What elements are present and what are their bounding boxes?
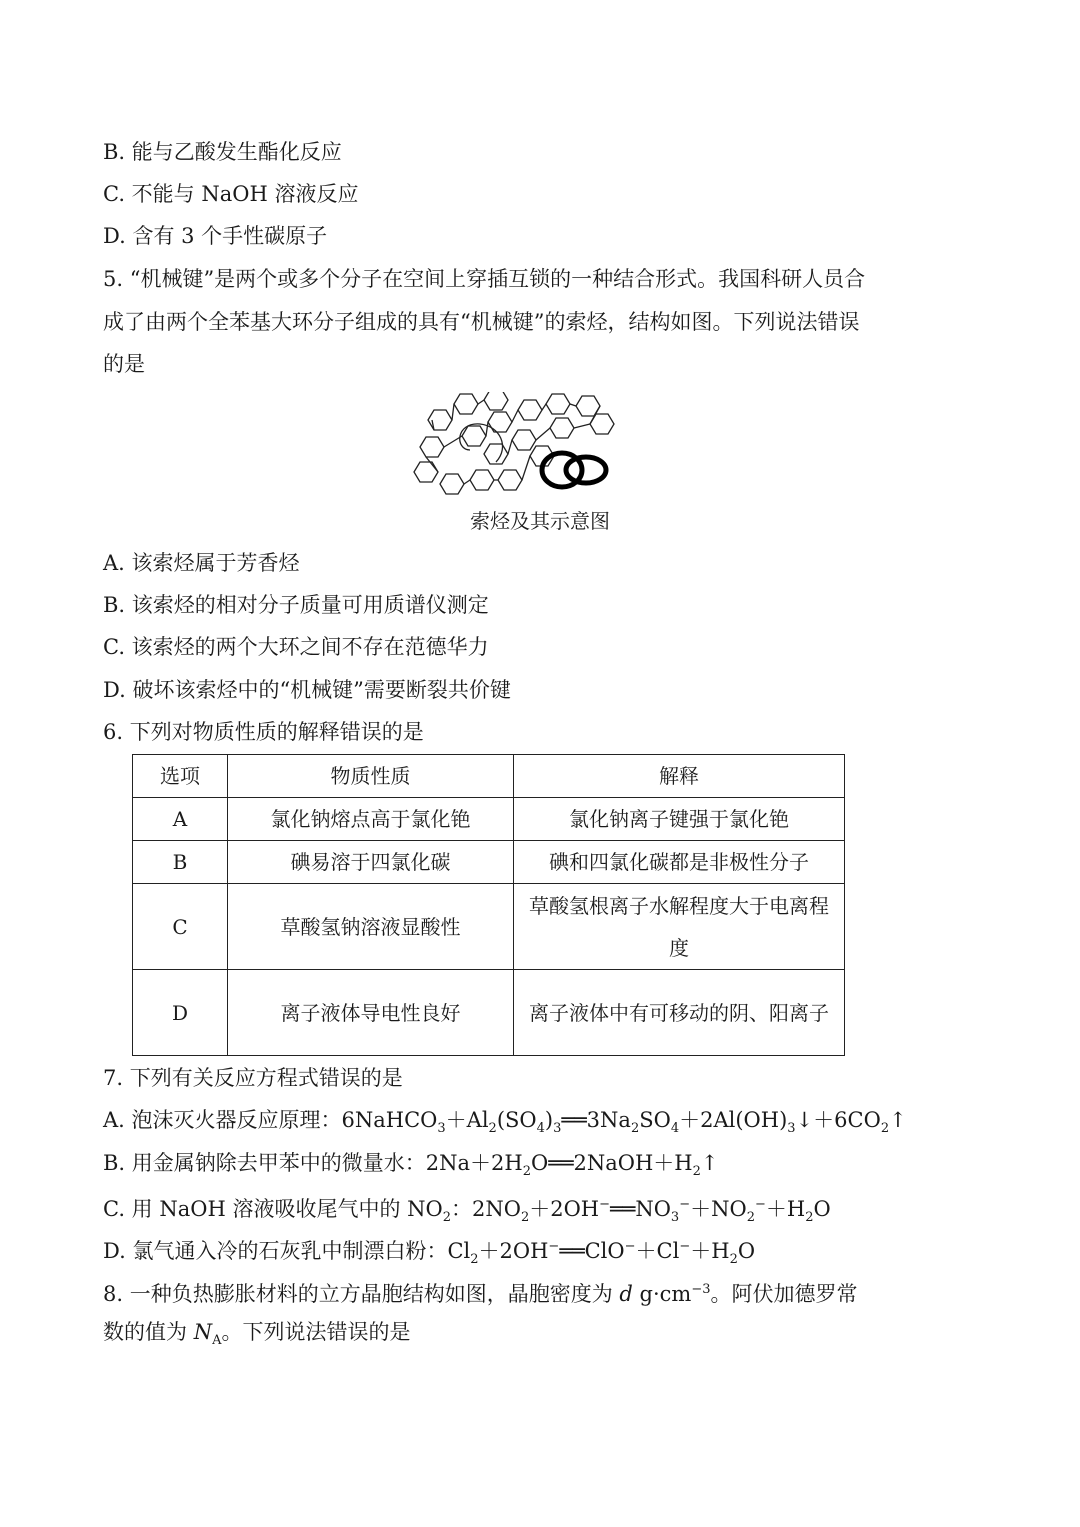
table-row [133,841,845,884]
q5-stem-line1: 5. “机械键”是两个或多个分子在空间上穿插互锁的一种结合形式。我国科研人员合 [103,267,866,291]
q8-stem-text: 8. 一种负热膨胀材料的立方晶胞结构如图，晶胞密度为 [103,1282,620,1306]
avogadro-symbol: N [193,1320,213,1344]
table-cell-property: 离子液体导电性良好 [228,970,514,1056]
q8-stem-line2 [103,1318,410,1355]
table-header-cell: 解释 [514,755,845,798]
q5-option-d: D. 破坏该索烃中的“机械键”需要断裂共价键 [103,678,511,702]
q6-table [132,754,845,1056]
table-cell-option: B [133,841,228,884]
table-cell-property: 氯化钠熔点高于氯化铯 [228,798,514,841]
table-row [133,798,845,841]
table-cell-option: C [133,884,228,970]
q7-equation-b: $2Na+2H_2O══2NaOH+H_2↑$ [425,1151,719,1180]
q7-equation-c: $2NO_2+2OH^-══NO_3^-+NO_2^-+H_2O$ [472,1197,831,1226]
table-header-row [133,755,845,798]
q8-stem-line2-post: 。下列说法错误的是 [221,1320,411,1344]
q7-option-a [103,1106,907,1143]
table-cell-explanation: 氯化钠离子键强于氯化铯 [514,798,845,841]
table-cell-explanation: 碘和四氯化碳都是非极性分子 [514,841,845,884]
q7-option-c-label: C. 用 NaOH 溶液吸收尾气中的 NO [103,1197,443,1221]
q7-option-b-label: B. 用金属钠除去甲苯中的微量水： [103,1151,426,1175]
table-header-cell: 物质性质 [228,755,514,798]
q7-stem: 7. 下列有关反应方程式错误的是 [103,1066,403,1090]
figure-caption: 索烃及其示意图 [470,509,610,533]
q5-option-b: B. 该索烃的相对分子质量可用质谱仪测定 [103,593,489,617]
q7-option-a-label: A. 泡沫灭火器反应原理： [103,1108,342,1132]
density-variable: d [619,1282,633,1306]
q7-equation-d: $Cl_2+2OH^-══ClO^-+Cl^-+H_2O$ [447,1239,756,1268]
q8-stem-line1 [103,1276,857,1308]
q7-option-d [103,1233,755,1274]
q7-option-b [103,1149,719,1186]
q8-stem-tail: 。阿伏加德罗常 [710,1282,858,1306]
table-cell-option: D [133,970,228,1056]
table-header-cell: 选项 [133,755,228,798]
table-row [133,884,845,970]
q4-option-d: D. 含有 3 个手性碳原子 [103,224,328,248]
catenane-structure-image [400,392,620,502]
table-cell-explanation: 离子液体中有可移动的阴、阳离子 [514,970,845,1056]
q4-option-c: C. 不能与 NaOH 溶液反应 [103,182,359,206]
q7-equation-a: $6NaHCO_3+Al_2(SO_4)_3══3Na_2SO_4+2Al(OH)_3↓+6CO_2↑$ [341,1108,907,1137]
table-row [133,970,845,1056]
q7-option-c-colon: ： [451,1197,472,1221]
catenane-figure [400,392,620,502]
table-cell-property: 草酸氢钠溶液显酸性 [228,884,514,970]
density-unit: g·cm [632,1282,692,1306]
q7-option-d-label: D. 氯气通入冷的石灰乳中制漂白粉： [103,1239,448,1263]
q5-stem-line3: 的是 [103,352,145,376]
q5-option-a: A. 该索烃属于芳香烃 [103,551,300,575]
table-cell-property: 碘易溶于四氯化碳 [228,841,514,884]
q8-stem-line2-pre: 数的值为 [103,1320,194,1344]
table-cell-explanation: 草酸氢根离子水解程度大于电离程度 [514,884,845,970]
density-exponent: −3 [691,1282,711,1297]
q7-option-c: C. 用 NaOH 溶液吸收尾气中的 $NO_2$：$2NO_2+2OH^-══NO_3^-+NO_2^-+H_2O$ [103,1197,831,1226]
q5-option-c: C. 该索烃的两个大环之间不存在范德华力 [103,635,489,659]
q4-option-b: B. 能与乙酸发生酯化反应 [103,140,342,164]
q5-stem-line2: 成了由两个全苯基大环分子组成的具有“机械键”的索烃，结构如图。下列说法错误 [103,310,860,334]
table-cell-option: A [133,798,228,841]
avogadro-subscript: A [212,1333,222,1349]
q6-stem: 6. 下列对物质性质的解释错误的是 [103,720,424,744]
